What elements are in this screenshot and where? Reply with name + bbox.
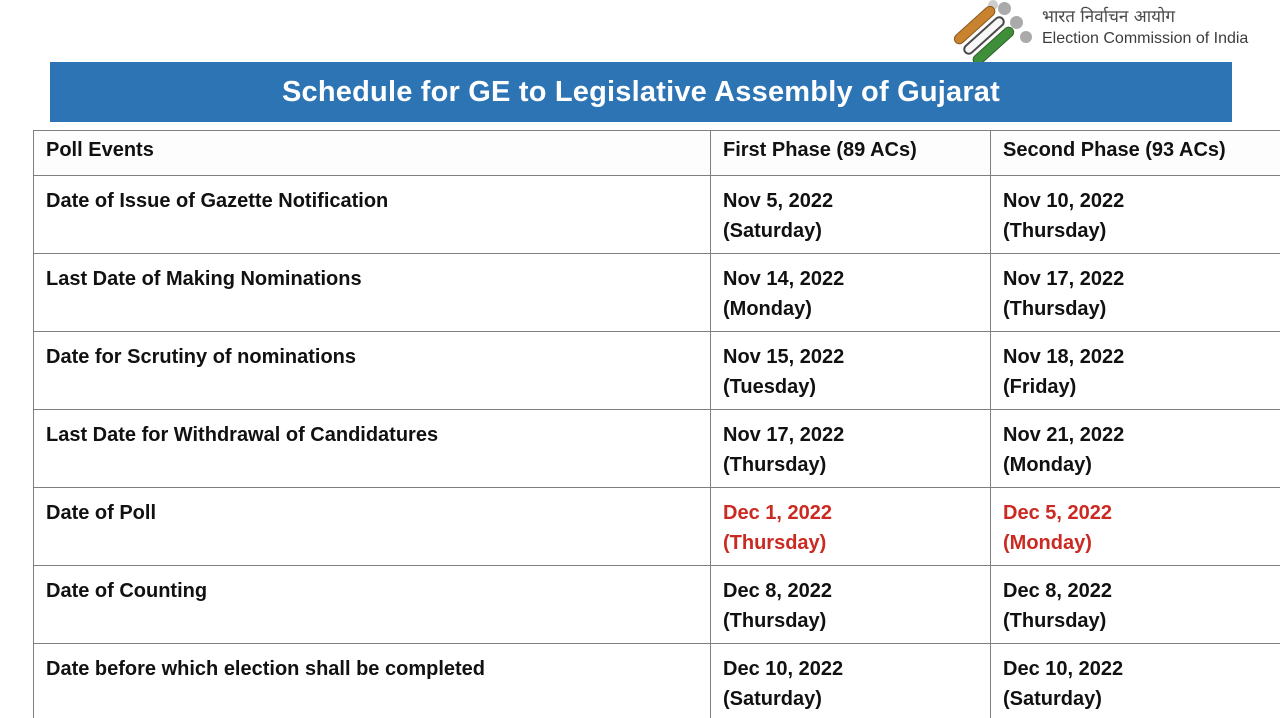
org-name-hindi: भारत निर्वाचन आयोग: [1042, 7, 1175, 27]
page-title: Schedule for GE to Legislative Assembly of Gujarat: [282, 75, 1000, 108]
schedule-table-body: [34, 176, 1280, 718]
second-phase-date: Dec 10, 2022 (Saturday): [991, 644, 1280, 718]
first-phase-date: Dec 1, 2022 (Thursday): [711, 488, 991, 566]
org-names: [1042, 0, 1248, 49]
column-header-second-phase: Second Phase (93 ACs): [991, 131, 1280, 176]
poll-event-label: Last Date of Making Nominations: [34, 254, 711, 332]
table-row: [34, 410, 1280, 488]
table-row: [34, 488, 1280, 566]
poll-event-label: Date for Scrutiny of nominations: [34, 332, 711, 410]
org-name-english: Election Commission of India: [1042, 30, 1249, 47]
table-header-row: [34, 131, 1280, 176]
emblem-dot: [998, 2, 1011, 15]
table-row: [34, 566, 1280, 644]
table-row: [34, 176, 1280, 254]
table-row: [34, 644, 1280, 718]
column-header-first-phase: First Phase (89 ACs): [711, 131, 991, 176]
column-header-poll-events: Poll Events: [34, 131, 711, 176]
first-phase-date: Nov 15, 2022 (Tuesday): [711, 332, 991, 410]
org-header: [950, 0, 1280, 58]
first-phase-date: Nov 5, 2022 (Saturday): [711, 176, 991, 254]
first-phase-date: Dec 8, 2022 (Thursday): [711, 566, 991, 644]
second-phase-date: Nov 17, 2022 (Thursday): [991, 254, 1280, 332]
second-phase-date: Dec 5, 2022 (Monday): [991, 488, 1280, 566]
first-phase-date: Nov 17, 2022 (Thursday): [711, 410, 991, 488]
second-phase-date: Nov 18, 2022 (Friday): [991, 332, 1280, 410]
table-row: [34, 332, 1280, 410]
first-phase-date: Nov 14, 2022 (Monday): [711, 254, 991, 332]
poll-event-label: Date of Poll: [34, 488, 711, 566]
eci-emblem-icon: [950, 2, 1034, 58]
poll-event-label: Date of Counting: [34, 566, 711, 644]
second-phase-date: Nov 10, 2022 (Thursday): [991, 176, 1280, 254]
title-banner: [50, 62, 1232, 122]
poll-event-label: Date before which election shall be completed: [34, 644, 711, 718]
emblem-dot: [1020, 31, 1032, 43]
table-row: [34, 254, 1280, 332]
poll-event-label: Last Date for Withdrawal of Candidatures: [34, 410, 711, 488]
first-phase-date: Dec 10, 2022 (Saturday): [711, 644, 991, 718]
second-phase-date: Nov 21, 2022 (Monday): [991, 410, 1280, 488]
second-phase-date: Dec 8, 2022 (Thursday): [991, 566, 1280, 644]
poll-event-label: Date of Issue of Gazette Notification: [34, 176, 711, 254]
schedule-table: [33, 130, 1280, 718]
